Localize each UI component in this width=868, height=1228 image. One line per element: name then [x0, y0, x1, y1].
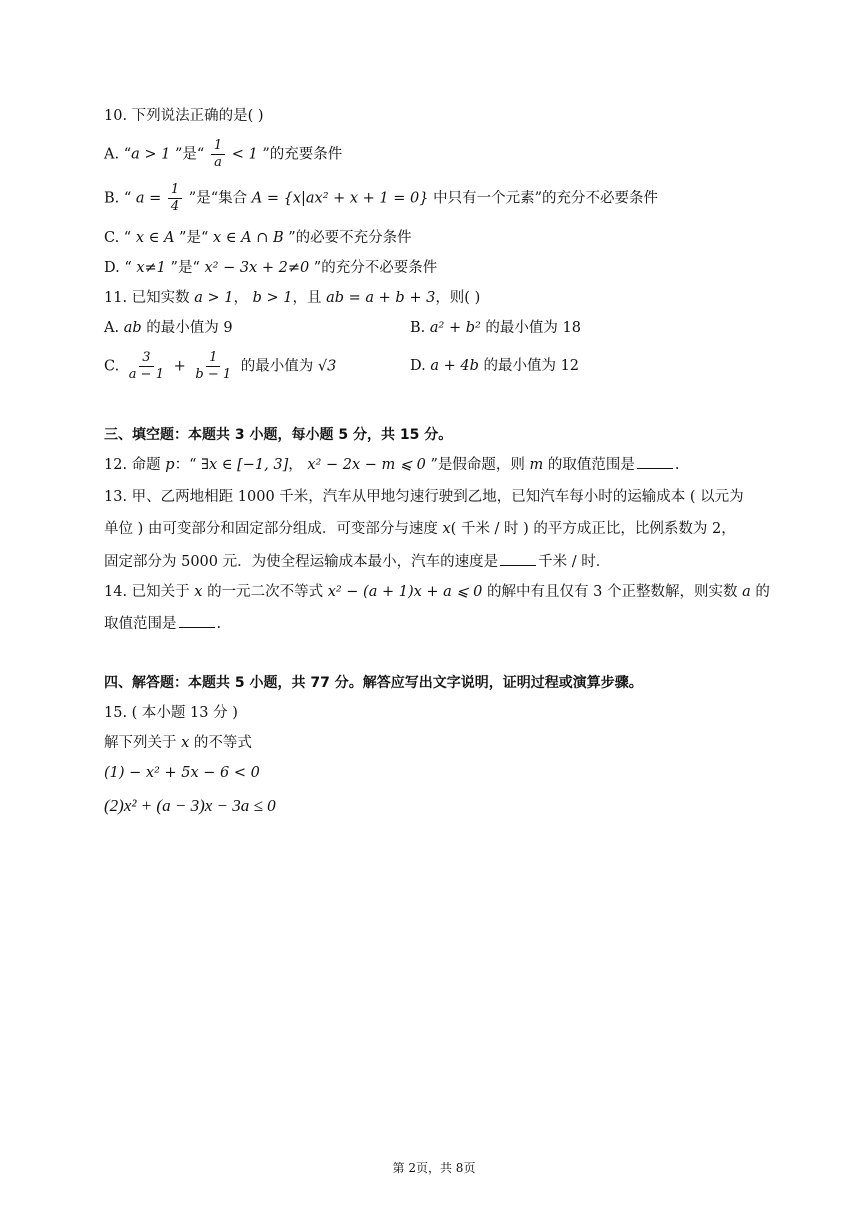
q11-option-d: D. a + 4b 的最小值为 12	[410, 358, 580, 374]
fraction: $\frac{1}{4}$	[168, 182, 182, 215]
q10-option-a: A. “a > 1 ”是“ $\frac{1}{a}$ < 1 ”的充要条件	[104, 138, 343, 170]
page-footer: 第 2页，共 8页	[392, 1161, 476, 1175]
answer-blank	[637, 454, 673, 469]
q10-stem: 10. 下列说法正确的是( )	[104, 108, 264, 124]
q11-option-c: C. $\frac{3}{a - 1}$ + $\frac{1}{b - 1}$ 的最小值为 √3	[104, 350, 337, 382]
answer-blank	[179, 613, 215, 628]
q15-intro: 解下列关于 x 的不等式	[104, 735, 252, 751]
q11-option-b: B. a² + b² 的最小值为 18	[410, 320, 581, 336]
q13-line-2: 单位 ) 由可变部分和固定部分组成．可变部分与速度 x( 千米 / 时 ) 的平方成正比，比例系数为 2，	[104, 521, 736, 537]
q11-stem: 11. 已知实数 a > 1， b > 1，且 ab = a + b + 3，则( )	[104, 290, 481, 306]
q15-title: 15. ( 本小题 13 分 )	[104, 705, 238, 721]
fraction: $\frac{1}{b - 1}$	[195, 350, 232, 382]
answer-blank	[500, 551, 536, 566]
q10-option-b: B. “ a = $\frac{1}{4}$ ”是“集合 A = {x|ax² + x + 1 = 0} 中只有一个元素”的充分不必要条件	[104, 182, 658, 214]
q14-line-2: 取值范围是 .	[104, 613, 221, 634]
section-heading: 四、解答题：本题共 5 小题，共 77 分。解答应写出文字说明，证明过程或演算步骤。	[104, 675, 643, 691]
q15-part-2: (2)x² + (a − 3)x − 3a ≤ 0	[104, 796, 276, 815]
q12: 12. 命题 p：“ ∃x ∈ [−1, 3]， x² − 2x − m ⩽ 0 ”是假命题，则 m 的取值范围是 .	[104, 454, 679, 475]
section-heading: 三、填空题：本题共 3 小题，每小题 5 分，共 15 分。	[104, 427, 453, 443]
q14-line-1: 14. 已知关于 x 的一元二次不等式 x² − (a + 1)x + a ⩽ 0 的解中有且仅有 3 个正整数解，则实数 a 的	[104, 584, 770, 600]
fraction: $\frac{1}{a}$	[211, 138, 225, 171]
q13-line-3: 固定部分为 5000 元．为使全程运输成本最小，汽车的速度是 千米 / 时．	[104, 551, 610, 572]
q15-part-1: (1) − x² + 5x − 6 < 0	[104, 765, 260, 781]
q13-line-1: 13. 甲、乙两地相距 1000 千米，汽车从甲地匀速行驶到乙地，已知汽车每小时的运输成本 ( 以元为	[104, 489, 744, 505]
q10-option-d: D. “ x≠1 ”是“ x² − 3x + 2≠0 ”的充分不必要条件	[104, 260, 438, 276]
fraction: $\frac{3}{a - 1}$	[128, 350, 164, 382]
q10-option-c: C. “ x ∈ A ”是“ x ∈ A ∩ B ”的必要不充分条件	[104, 230, 412, 246]
q11-option-a: A. ab 的最小值为 9	[104, 320, 233, 336]
